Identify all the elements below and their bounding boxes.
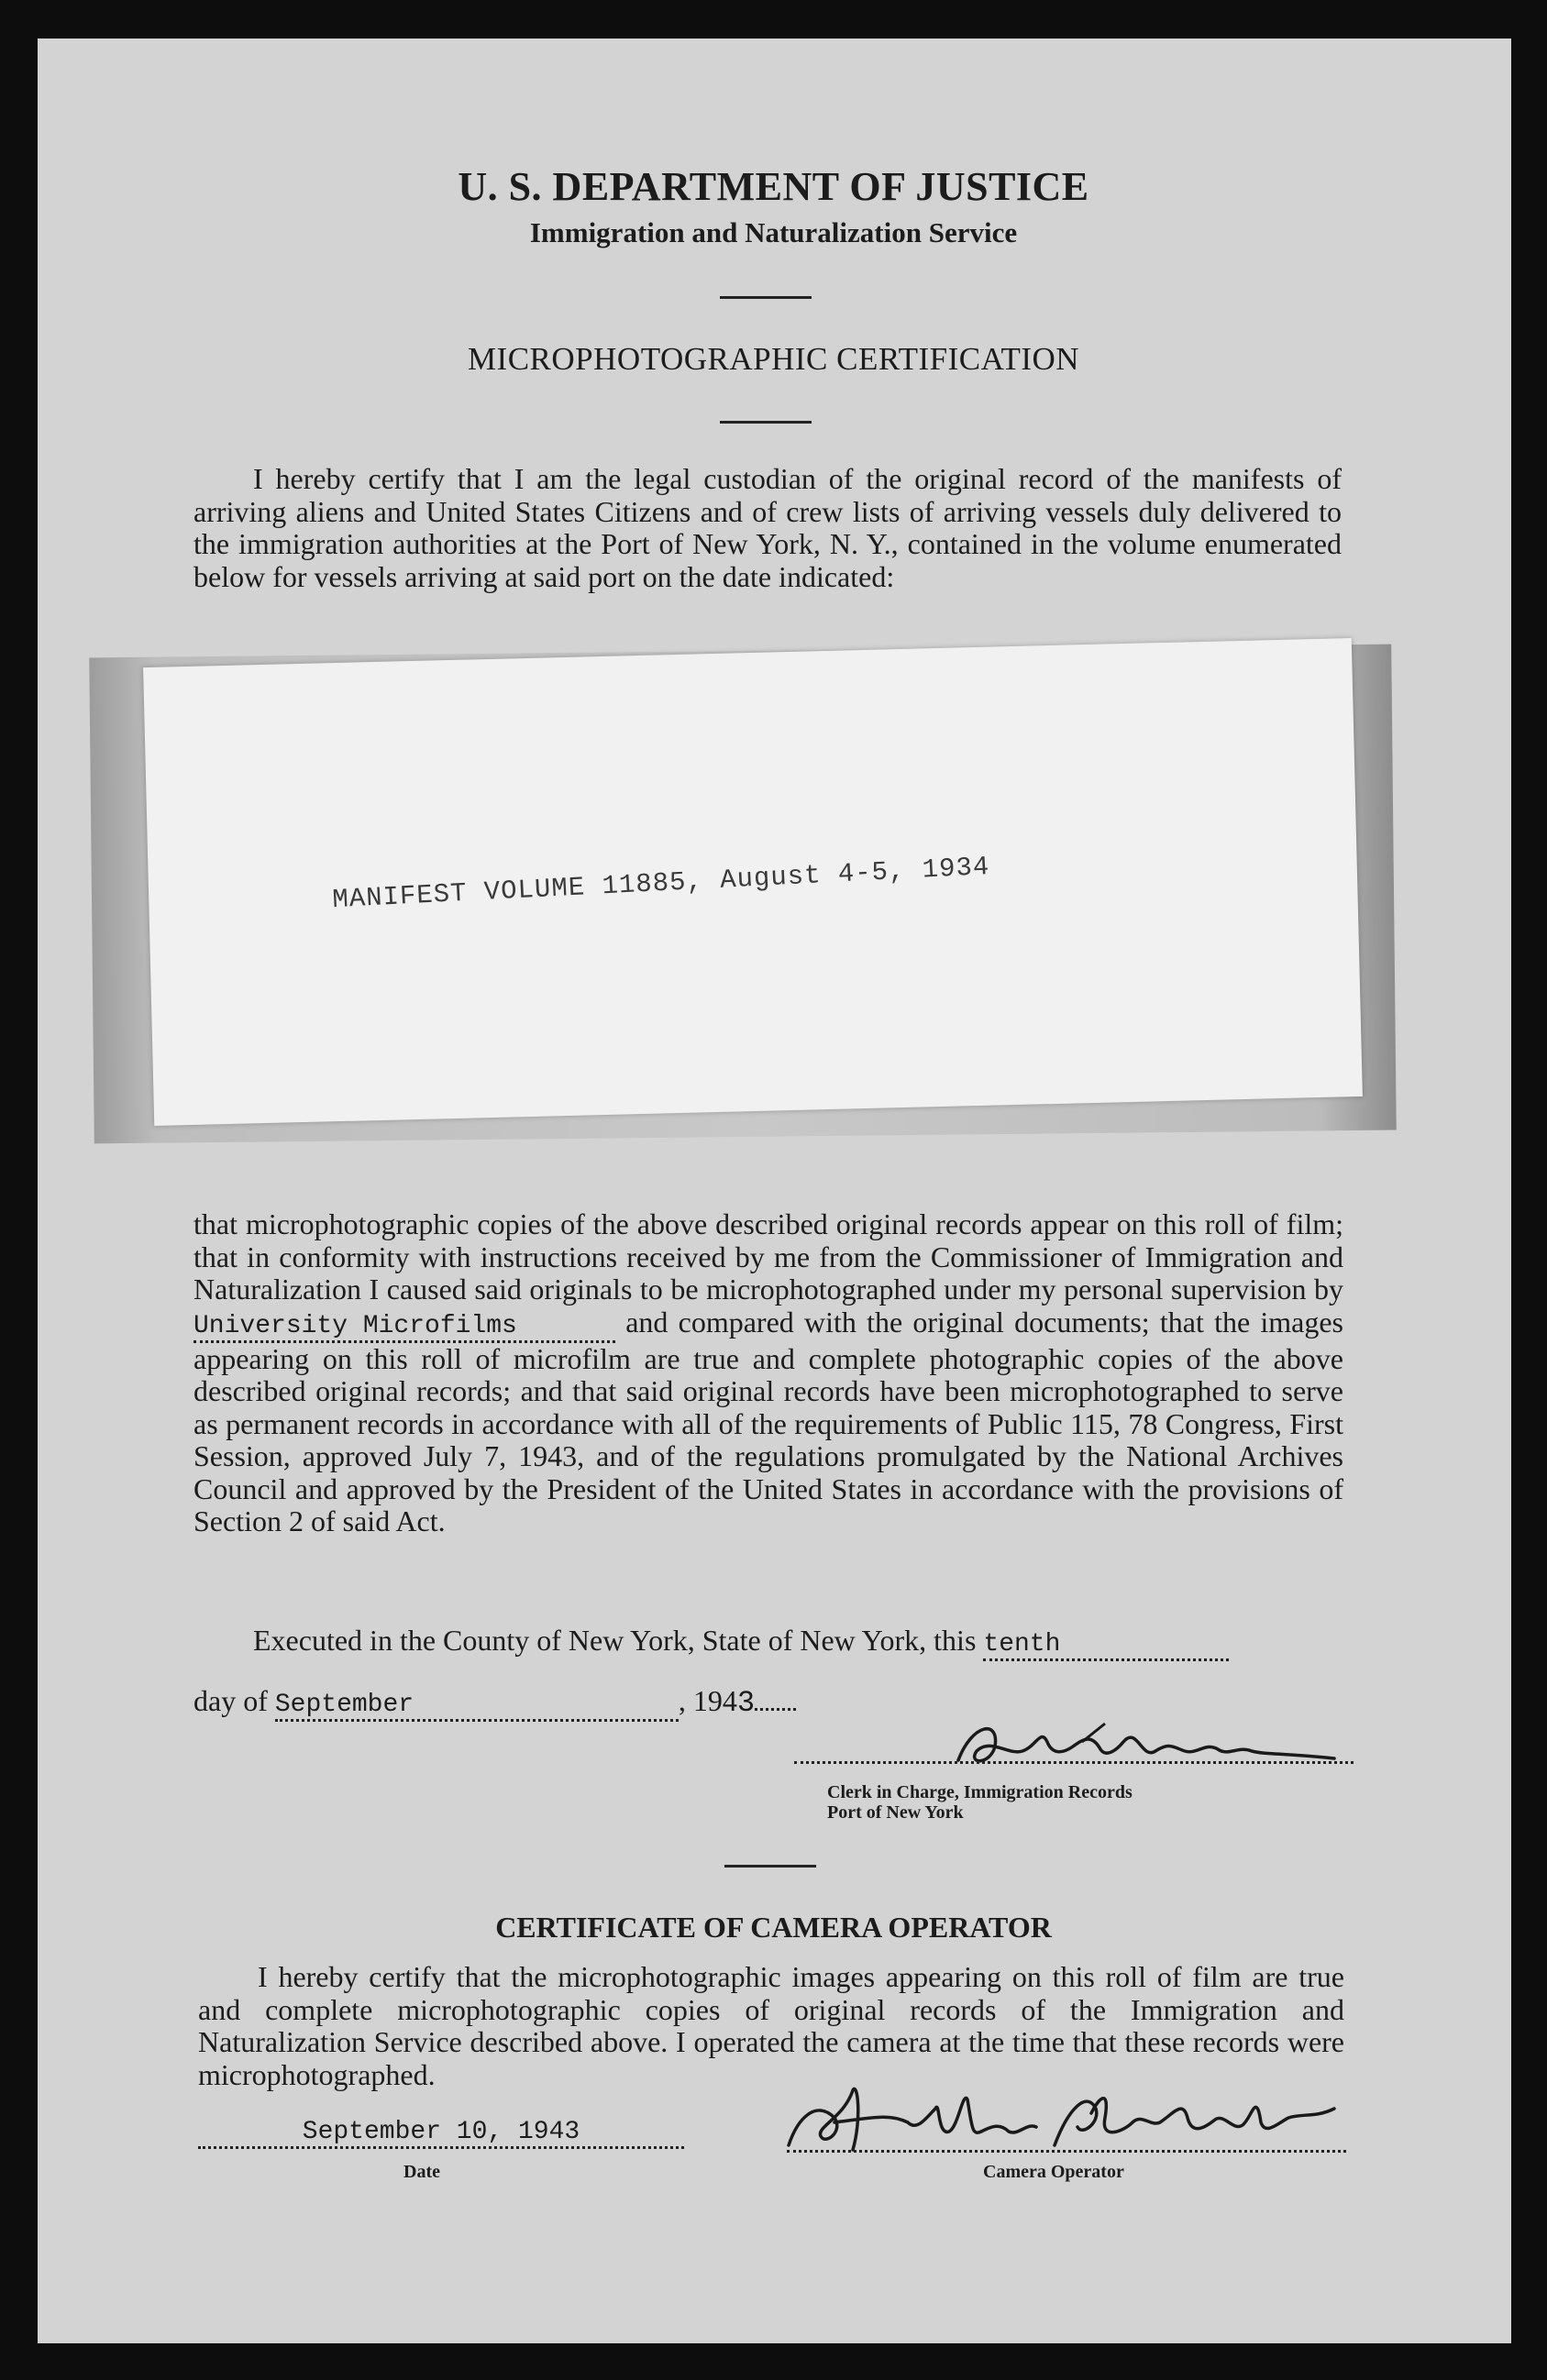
- camera-date-label: Date: [403, 2162, 440, 2182]
- divider-second: [720, 421, 812, 424]
- day-of-label: day of: [193, 1684, 268, 1717]
- department-title: U. S. DEPARTMENT OF JUSTICE: [458, 164, 1089, 209]
- year-digit: 3: [736, 1686, 756, 1720]
- clerk-title-line2: Port of New York: [827, 1802, 964, 1823]
- filmed-by-field: [193, 1313, 615, 1343]
- service-subtitle: Immigration and Naturalization Service: [529, 216, 1018, 248]
- execution-month-value: September: [274, 1691, 414, 1719]
- camera-certificate-heading: CERTIFICATE OF CAMERA OPERATOR: [495, 1911, 1052, 1944]
- divider-camera: [724, 1865, 816, 1868]
- execution-day-field: [983, 1631, 1229, 1661]
- year-prefix: , 194: [678, 1684, 737, 1717]
- filmed-by-value: University Microfilms: [193, 1311, 517, 1340]
- execution-month-field: [275, 1691, 679, 1722]
- execution-day-value: tenth: [983, 1630, 1061, 1658]
- camera-date-value: September 10, 1943: [302, 2118, 580, 2146]
- clerk-title-line1: Clerk in Charge, Immigration Records: [827, 1782, 1133, 1802]
- volume-card-text: MANIFEST VOLUME 11885, August 4-5, 1934: [331, 851, 991, 916]
- camera-operator-line: [787, 2150, 1346, 2153]
- body-part1: that microphotographic copies of the above described original records appear on this roll of film; that in conformity with instructions received by me from the Commissioner of Immigration and Naturalization I caused said originals to be microphotographed under my personal supervision by: [193, 1207, 1343, 1306]
- certification-body: [193, 1208, 1343, 1538]
- clerk-signature-line: [794, 1761, 1354, 1764]
- volume-card: [143, 638, 1363, 1126]
- body-part2: and compared with the original documents; that the images appearing on this roll of microfilm are true and complete photographic copies of the above described original records; and that said original records have been microphotographed to serve as permanent records in accordance with all of the requirements of Public 115, 78 Congress, First Session, approved July 7, 1943, and of the regulations promulgated by the National Archives Council and approved by the President of the United States in accordance with the provisions of Section 2 of said Act.: [193, 1305, 1344, 1537]
- camera-operator-label: Camera Operator: [983, 2162, 1124, 2182]
- clerk-title: [827, 1782, 1286, 1823]
- execution-line: [193, 1625, 1343, 1661]
- intro-paragraph: I hereby certify that I am the legal custodian of the original record of the manifests of arriving aliens and United States Citizens and of crew lists of arriving vessels duly delivered to the immigration authorities at the Port of New York, N. Y., contained in the volume enumerated below for vessels arriving at said port on the date indicated:: [193, 462, 1342, 593]
- execution-prefix: Executed in the County of New York, State of New York, this: [253, 1624, 977, 1657]
- camera-date-field: [198, 2118, 684, 2149]
- year-trailing-dots: [755, 1708, 796, 1711]
- clerk-signature: [945, 1714, 1348, 1779]
- camera-certificate-text: I hereby certify that the microphotographic images appearing on this roll of film are true and complete microphotographic copies of original records of the Immigration and Naturalization Service described above. I operated the camera at the time that these records were microphotographed.: [198, 1960, 1344, 2091]
- divider-top: [720, 296, 812, 299]
- certification-heading: MICROPHOTOGRAPHIC CERTIFICATION: [467, 341, 1080, 377]
- execution-date-line: [193, 1685, 927, 1722]
